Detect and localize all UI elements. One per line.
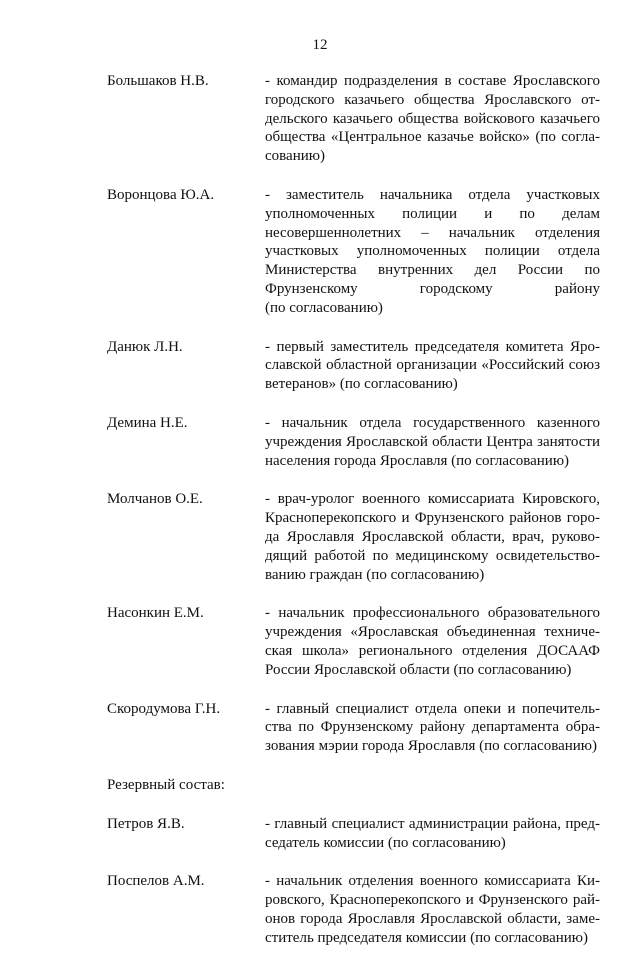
member-position <box>265 872 600 947</box>
members-section <box>107 72 607 756</box>
position-line: онов города Ярославля Ярославской области, заме- <box>265 910 600 927</box>
member-entry <box>107 72 607 166</box>
position-line: (по согласованию) <box>265 299 383 316</box>
position-line: славской областной организации «Российский союз <box>265 357 600 374</box>
position-line: дящий работой по медицинскому освидетельство- <box>265 547 600 564</box>
position-line: ства по Фрунзенскому району департамента обра- <box>265 719 600 736</box>
member-entry <box>107 815 607 853</box>
position-line: седатель комиссии (по согласованию) <box>265 834 506 851</box>
position-line: - начальник отделения военного комиссариата Ки- <box>265 873 600 890</box>
member-entry <box>107 700 607 756</box>
position-line: уполномоченных полиции и по делам <box>265 205 600 222</box>
position-line: Красноперекопского и Фрунзенского районов горо- <box>265 510 600 527</box>
position-line: несовершеннолетних – начальник отделения <box>265 224 600 241</box>
member-name: Молчанов О.Е. <box>107 491 203 508</box>
member-name: Поспелов А.М. <box>107 873 205 890</box>
member-entry <box>107 872 607 947</box>
position-line: ститель председателя комиссии (по согласованию) <box>265 929 588 946</box>
position-line: Министерства внутренних дел России по <box>265 262 600 279</box>
position-line: ская школа» регионального отделения ДОСААФ <box>265 642 600 659</box>
position-line: населения города Ярославля (по согласованию) <box>265 452 570 469</box>
position-line: учреждения «Ярославская объединенная техниче- <box>265 624 600 641</box>
position-line: дельского казачьего общества войскового казачьего <box>265 110 600 127</box>
position-line: - командир подразделения в составе Ярославского <box>265 73 600 89</box>
commission-members-list <box>107 72 607 967</box>
member-entry <box>107 186 607 318</box>
member-entry <box>107 414 607 470</box>
member-position <box>265 72 600 166</box>
reserve-heading: Резервный состав: <box>107 776 225 793</box>
position-line: ванию граждан (по согласованию) <box>265 566 485 583</box>
position-line: ровского, Красноперекопского и Фрунзенского рай- <box>265 892 600 909</box>
position-line: учреждения Ярославской области Центра занятости <box>265 433 600 450</box>
position-line: сованию) <box>265 148 325 165</box>
position-line: Фрунзенскому городскому району <box>265 280 600 297</box>
position-line: - заместитель начальника отдела участковых <box>265 186 600 203</box>
member-entry <box>107 338 607 394</box>
position-line: да Ярославля Ярославской области, врач, руково- <box>265 528 600 545</box>
page-number: 12 <box>312 37 328 53</box>
member-position <box>265 186 600 318</box>
position-line: участковых уполномоченных полиции отдела <box>265 243 600 260</box>
position-line: городского казачьего общества Ярославского от- <box>265 91 600 108</box>
member-position <box>265 490 600 584</box>
position-line: России Ярославской области (по согласованию) <box>265 661 572 678</box>
member-position <box>265 338 600 394</box>
position-line: - начальник профессионального образовательного <box>265 605 600 622</box>
reserve-members-section <box>107 815 607 948</box>
position-line: - врач-уролог военного комиссариата Кировского, <box>265 491 600 508</box>
member-name: Скородумова Г.Н. <box>107 700 221 717</box>
member-name: Петров Я.В. <box>107 815 185 832</box>
member-position <box>265 414 600 470</box>
member-name: Воронцова Ю.А. <box>107 186 215 203</box>
position-line: зования мэрии города Ярославля (по согласованию) <box>265 738 598 755</box>
position-line: - главный специалист администрации района, пред- <box>265 815 600 832</box>
position-line: - главный специалист отдела опеки и попечитель- <box>265 700 600 717</box>
member-position <box>265 700 600 756</box>
position-line: общества «Центральное казачье войско» (по согла- <box>265 129 600 146</box>
position-line: - начальник отдела государственного казенного <box>265 414 600 431</box>
member-name: Насонкин Е.М. <box>107 605 204 622</box>
member-name: Данюк Л.Н. <box>107 338 183 355</box>
member-position <box>265 815 600 853</box>
member-entry <box>107 604 607 679</box>
position-line: ветеранов» (по согласованию) <box>265 376 458 393</box>
position-line: - первый заместитель председателя комитета Яро- <box>265 338 600 355</box>
member-name: Большаков Н.В. <box>107 73 209 89</box>
member-position <box>265 604 600 679</box>
member-name: Демина Н.Е. <box>107 414 188 431</box>
member-entry <box>107 490 607 584</box>
